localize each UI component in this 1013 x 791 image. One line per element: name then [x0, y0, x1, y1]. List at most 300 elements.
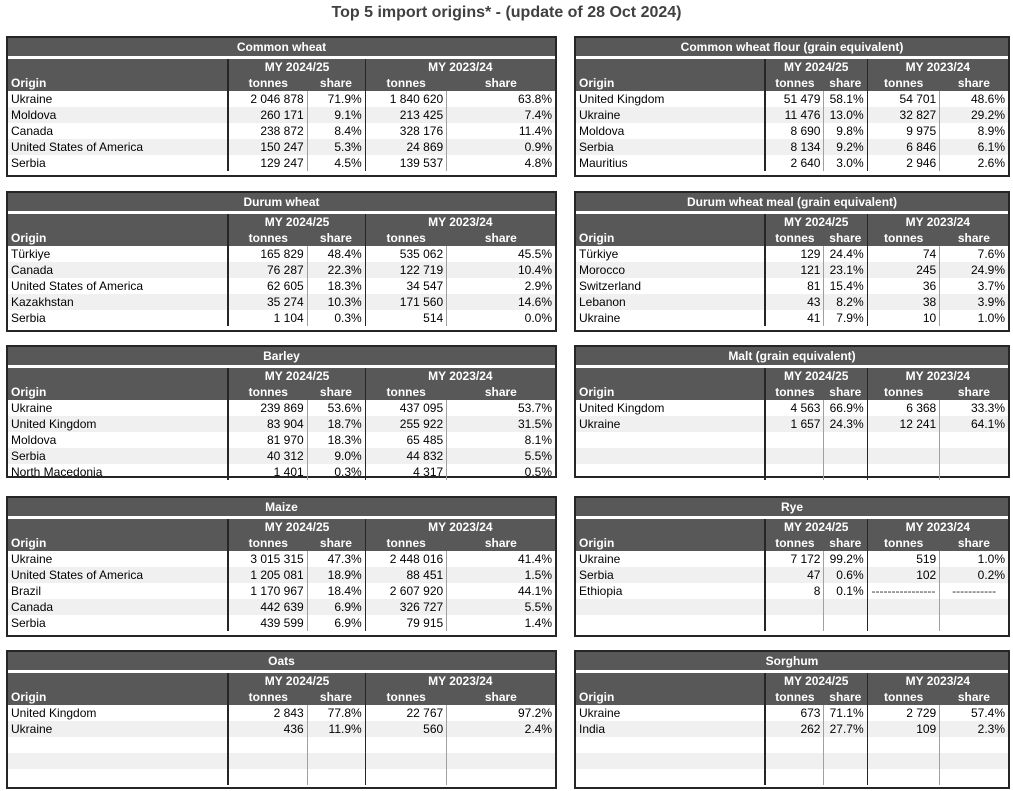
origin-cell [8, 753, 228, 769]
table-row [8, 91, 555, 107]
my-previous-header: MY 2023/24 [867, 368, 1008, 384]
table-row [576, 155, 1008, 171]
origin-cell: Ukraine [8, 400, 228, 416]
share-current-cell: 9.1% [307, 107, 365, 123]
origin-cell: Mauritius [576, 155, 765, 171]
share-previous-cell: 10.4% [447, 262, 555, 278]
share-current-cell [824, 448, 867, 464]
origin-cell: Switzerland [576, 278, 765, 294]
table-title: Common wheat [8, 38, 555, 56]
share-header: share [307, 75, 365, 91]
marketing-year-row [8, 673, 555, 689]
import-table-panel [6, 496, 557, 637]
my-current-header: MY 2024/25 [228, 214, 365, 230]
table-title-row [576, 652, 1008, 670]
my-previous-header: MY 2023/24 [867, 59, 1008, 75]
share-header: share [824, 535, 867, 551]
share-previous-cell: 41.4% [517, 552, 552, 566]
share-current-cell: 0.1% [824, 583, 867, 599]
share-current-cell: 9.8% [824, 123, 867, 139]
origin-header: Origin [8, 230, 228, 246]
tonnes-current-cell: 1 205 081 [228, 567, 307, 583]
column-header-row [8, 535, 555, 551]
table-row [576, 310, 1008, 326]
marketing-year-row [576, 214, 1008, 230]
share-header: share [447, 535, 555, 551]
origin-header: Origin [8, 535, 228, 551]
table-row [576, 139, 1008, 155]
tonnes-previous-cell: 79 915 [365, 615, 447, 631]
import-table [8, 652, 555, 785]
tonnes-current-cell: 8 134 [765, 139, 824, 155]
share-current-cell: 6.9% [307, 615, 365, 631]
table-row [8, 294, 555, 310]
share-previous-cell: 5.5% [447, 599, 555, 615]
tonnes-current-cell: 1 104 [228, 310, 307, 326]
tonnes-current-cell: 40 312 [228, 448, 307, 464]
share-current-cell: 6.9% [307, 599, 365, 615]
share-previous-cell [940, 448, 1008, 464]
my-previous-header: MY 2023/24 [867, 519, 1008, 535]
share-current-cell [307, 769, 365, 785]
share-current-cell: 71.9% [307, 91, 365, 107]
origin-cell: United States of America [8, 278, 228, 294]
my-current-header: MY 2024/25 [228, 368, 365, 384]
tonnes-previous-cell: 213 425 [365, 107, 447, 123]
share-current-cell: 48.4% [307, 246, 365, 262]
origin-cell: Ukraine [8, 721, 228, 737]
marketing-year-row [8, 519, 555, 535]
origin-cell: United States of America [8, 139, 228, 155]
tonnes-current-cell: 83 904 [228, 416, 307, 432]
tonnes-previous-cell: 10 [867, 310, 940, 326]
share-current-cell: 99.2% [824, 551, 867, 567]
share-current-cell [824, 464, 867, 480]
share-previous-cell [940, 615, 1008, 631]
share-current-cell: 4.5% [307, 155, 365, 171]
tonnes-current-cell: 8 690 [765, 123, 824, 139]
table-row [8, 139, 555, 155]
tonnes-current-cell: 2 640 [765, 155, 824, 171]
tonnes-current-cell: 51 479 [765, 91, 824, 107]
origin-cell: Serbia [576, 567, 765, 583]
my-previous-header: MY 2023/24 [365, 368, 555, 384]
share-previous-cell: 3.9% [940, 294, 1008, 310]
tonnes-previous-cell: 535 062 [365, 246, 447, 262]
share-current-cell: 0.3% [307, 464, 365, 480]
table-row [576, 583, 1008, 599]
page-title: Top 5 import origins* - (update of 28 Oct 2024) [331, 4, 682, 21]
share-header: share [307, 384, 365, 400]
import-table-panel [574, 345, 1010, 478]
tonnes-previous-cell: 2 448 016 [365, 551, 447, 567]
share-previous-cell: 57.4% [970, 706, 1005, 720]
share-previous-cell: 29.2% [940, 107, 1008, 123]
import-table-panel [574, 496, 1010, 637]
my-current-header: MY 2024/25 [228, 673, 365, 689]
share-current-cell: 47.3% [307, 551, 365, 567]
share-previous-cell: 1.0% [977, 311, 1005, 325]
tonnes-current-cell: 439 599 [228, 615, 307, 631]
share-previous-cell: 64.1% [940, 416, 1008, 432]
origin-header: Origin [8, 384, 228, 400]
share-current-cell [824, 769, 867, 785]
share-current-cell: 15.4% [824, 278, 867, 294]
share-current-cell: 9.0% [307, 448, 365, 464]
tonnes-previous-cell: ---------------- [867, 583, 940, 599]
marketing-year-row [576, 368, 1008, 384]
import-table [8, 193, 555, 326]
import-table [576, 193, 1008, 326]
tonnes-current-cell: 3 015 315 [228, 551, 307, 567]
share-previous-cell: 44.1% [517, 584, 552, 598]
share-current-cell: 18.3% [307, 278, 365, 294]
share-previous-cell: 45.5% [517, 247, 552, 261]
tonnes-previous-cell: 560 [365, 721, 447, 737]
marketing-year-row [576, 519, 1008, 535]
column-header-row [576, 689, 1008, 705]
table-row [8, 705, 555, 721]
tonnes-current-cell [765, 769, 824, 785]
origin-cell: India [576, 721, 765, 737]
origin-cell: Moldova [8, 432, 228, 448]
share-previous-cell: 53.7% [517, 401, 552, 415]
table-row [8, 432, 555, 448]
tonnes-current-cell: 238 872 [228, 123, 307, 139]
origin-cell: Ukraine [576, 551, 765, 567]
my-current-header: MY 2024/25 [228, 59, 365, 75]
share-previous-cell: 5.5% [447, 448, 555, 464]
tonnes-previous-cell: 171 560 [365, 294, 447, 310]
table-row [8, 123, 555, 139]
share-current-cell [307, 753, 365, 769]
share-header: share [447, 230, 555, 246]
origin-cell [576, 448, 765, 464]
origin-cell: Canada [8, 262, 228, 278]
tonnes-current-cell: 129 [765, 246, 824, 262]
my-current-header: MY 2024/25 [765, 673, 867, 689]
tonnes-header: tonnes [228, 230, 307, 246]
share-header: share [447, 75, 555, 91]
table-title-row [8, 652, 555, 670]
origin-cell: Ukraine [576, 416, 765, 432]
tonnes-header: tonnes [765, 689, 824, 705]
tonnes-current-cell: 121 [765, 262, 824, 278]
column-header-row [8, 384, 555, 400]
column-header-row [8, 230, 555, 246]
tonnes-current-cell: 81 970 [228, 432, 307, 448]
tonnes-previous-cell: 437 095 [365, 400, 447, 416]
marketing-year-row [8, 368, 555, 384]
share-header: share [307, 535, 365, 551]
tonnes-previous-cell: 88 451 [365, 567, 447, 583]
tonnes-previous-cell: 122 719 [365, 262, 447, 278]
share-header: share [447, 689, 555, 705]
marketing-year-row [8, 214, 555, 230]
origin-cell [8, 769, 228, 785]
import-table [8, 38, 555, 171]
share-previous-cell [940, 432, 1008, 448]
tonnes-header: tonnes [365, 689, 447, 705]
blank-header-cell [576, 673, 765, 689]
share-current-cell: 18.9% [307, 567, 365, 583]
tonnes-previous-cell: 54 701 [867, 91, 940, 107]
tonnes-previous-cell: 6 846 [867, 139, 940, 155]
share-header: share [824, 384, 867, 400]
share-previous-cell: 0.2% [940, 567, 1008, 583]
tonnes-current-cell: 239 869 [228, 400, 307, 416]
tonnes-current-cell [765, 464, 824, 480]
my-previous-header: MY 2023/24 [365, 59, 555, 75]
table-title-row [576, 347, 1008, 365]
table-row [8, 753, 555, 769]
share-previous-cell [940, 464, 1008, 480]
tonnes-header: tonnes [228, 384, 307, 400]
share-current-cell: 23.1% [824, 262, 867, 278]
share-previous-cell: 3.7% [977, 279, 1005, 293]
origin-cell: Serbia [8, 310, 228, 326]
table-row [8, 567, 555, 583]
share-previous-cell: 97.2% [517, 706, 552, 720]
share-current-cell: 5.3% [307, 139, 365, 155]
blank-header-cell [576, 59, 765, 75]
table-title-row [576, 193, 1008, 211]
tonnes-previous-cell: 24 869 [365, 139, 447, 155]
tonnes-previous-cell: 44 832 [365, 448, 447, 464]
table-row [576, 294, 1008, 310]
tonnes-current-cell: 4 563 [765, 400, 824, 416]
tonnes-current-cell: 1 401 [228, 464, 307, 480]
table-row [8, 400, 555, 416]
tonnes-previous-cell: 139 537 [365, 155, 447, 171]
origin-cell: Ukraine [576, 705, 765, 721]
tonnes-current-cell: 7 172 [765, 551, 824, 567]
share-current-cell: 0.3% [307, 310, 365, 326]
tonnes-current-cell: 673 [765, 705, 824, 721]
share-previous-cell: 31.5% [447, 416, 555, 432]
share-current-cell: 8.4% [307, 123, 365, 139]
share-previous-cell: 63.8% [517, 92, 552, 106]
share-previous-cell [940, 753, 1008, 769]
share-current-cell: 66.9% [824, 400, 867, 416]
tonnes-current-cell: 436 [228, 721, 307, 737]
share-previous-cell: 1.5% [447, 567, 555, 583]
tonnes-previous-cell: 6 368 [867, 400, 940, 416]
tonnes-header: tonnes [365, 535, 447, 551]
tonnes-previous-cell: 2 729 [867, 705, 940, 721]
share-current-cell: 22.3% [307, 262, 365, 278]
tonnes-current-cell: 11 476 [765, 107, 824, 123]
tonnes-previous-cell: 245 [867, 262, 940, 278]
origin-header: Origin [8, 75, 228, 91]
import-table-panel [574, 36, 1010, 177]
share-previous-cell: 1.0% [977, 552, 1005, 566]
table-row [8, 448, 555, 464]
share-current-cell: 3.0% [824, 155, 867, 171]
table-row [576, 246, 1008, 262]
tonnes-current-cell: 129 247 [228, 155, 307, 171]
table-row [8, 310, 555, 326]
table-title: Durum wheat [8, 193, 555, 211]
tonnes-previous-cell: 65 485 [365, 432, 447, 448]
tonnes-current-cell: 62 605 [228, 278, 307, 294]
share-current-cell: 77.8% [307, 705, 365, 721]
tonnes-previous-cell: 34 547 [365, 278, 447, 294]
tonnes-header: tonnes [365, 230, 447, 246]
tonnes-current-cell: 8 [765, 583, 824, 599]
share-current-cell: 24.4% [824, 246, 867, 262]
origin-cell [576, 615, 765, 631]
share-current-cell: 71.1% [824, 705, 867, 721]
table-row [576, 448, 1008, 464]
my-current-header: MY 2024/25 [765, 368, 867, 384]
tonnes-previous-cell: 22 767 [365, 705, 447, 721]
share-previous-cell: 0.0% [524, 311, 552, 325]
tonnes-previous-cell: 328 176 [365, 123, 447, 139]
tonnes-current-cell: 43 [765, 294, 824, 310]
tonnes-previous-cell [365, 753, 447, 769]
tonnes-header: tonnes [867, 384, 940, 400]
my-previous-header: MY 2023/24 [867, 673, 1008, 689]
table-row [576, 91, 1008, 107]
origin-cell: Brazil [8, 583, 228, 599]
share-current-cell [824, 615, 867, 631]
table-row [8, 464, 555, 480]
table-row [576, 416, 1008, 432]
origin-header: Origin [576, 230, 765, 246]
share-header: share [447, 384, 555, 400]
tonnes-header: tonnes [365, 75, 447, 91]
tonnes-header: tonnes [365, 384, 447, 400]
origin-cell: Serbia [8, 155, 228, 171]
tonnes-header: tonnes [228, 535, 307, 551]
table-title: Common wheat flour (grain equivalent) [576, 38, 1008, 56]
my-previous-header: MY 2023/24 [365, 214, 555, 230]
tonnes-previous-cell: 519 [867, 551, 940, 567]
table-title: Oats [8, 652, 555, 670]
tonnes-header: tonnes [765, 535, 824, 551]
tonnes-header: tonnes [765, 75, 824, 91]
table-row [8, 155, 555, 171]
tonnes-current-cell [765, 448, 824, 464]
table-row [576, 705, 1008, 721]
tonnes-previous-cell [867, 737, 940, 753]
share-previous-cell: 8.9% [977, 124, 1005, 138]
tonnes-previous-cell: 255 922 [365, 416, 447, 432]
share-current-cell: 18.7% [307, 416, 365, 432]
table-title: Barley [8, 347, 555, 365]
share-previous-cell: 4.8% [524, 156, 552, 170]
origin-cell: United Kingdom [8, 705, 228, 721]
table-row [576, 753, 1008, 769]
table-title: Sorghum [576, 652, 1008, 670]
origin-cell: Serbia [576, 139, 765, 155]
share-header: share [307, 230, 365, 246]
origin-cell [576, 737, 765, 753]
table-title-row [8, 193, 555, 211]
import-table [8, 498, 555, 631]
share-previous-cell [447, 753, 555, 769]
tonnes-previous-cell: 9 975 [867, 123, 940, 139]
table-row [8, 769, 555, 785]
tonnes-current-cell [765, 753, 824, 769]
tonnes-header: tonnes [228, 689, 307, 705]
table-row [576, 400, 1008, 416]
blank-header-cell [8, 59, 228, 75]
origin-cell: Serbia [8, 448, 228, 464]
share-previous-cell: 0.9% [447, 139, 555, 155]
tonnes-current-cell: 76 287 [228, 262, 307, 278]
my-current-header: MY 2024/25 [765, 59, 867, 75]
share-previous-cell: 2.6% [977, 156, 1005, 170]
share-current-cell: 10.3% [307, 294, 365, 310]
tonnes-previous-cell: 2 607 920 [365, 583, 447, 599]
tonnes-previous-cell: 32 827 [867, 107, 940, 123]
tonnes-header: tonnes [228, 75, 307, 91]
origin-cell [576, 769, 765, 785]
origin-header: Origin [576, 384, 765, 400]
tonnes-current-cell: 2 046 878 [228, 91, 307, 107]
table-title-row [576, 38, 1008, 56]
table-row [8, 262, 555, 278]
blank-header-cell [8, 673, 228, 689]
share-previous-cell: 24.9% [940, 262, 1008, 278]
origin-cell [576, 753, 765, 769]
tonnes-header: tonnes [765, 230, 824, 246]
tonnes-current-cell: 47 [765, 567, 824, 583]
origin-cell: Türkiye [8, 246, 228, 262]
table-title: Maize [8, 498, 555, 516]
share-previous-cell [940, 599, 1008, 615]
marketing-year-row [576, 59, 1008, 75]
origin-cell: Morocco [576, 262, 765, 278]
table-row [8, 583, 555, 599]
table-title: Durum wheat meal (grain equivalent) [576, 193, 1008, 211]
share-header: share [940, 535, 1008, 551]
tonnes-previous-cell: 36 [867, 278, 940, 294]
share-header: share [824, 230, 867, 246]
origin-cell [576, 464, 765, 480]
share-previous-cell: 2.3% [940, 721, 1008, 737]
table-row [576, 107, 1008, 123]
origin-cell: Ethiopia [576, 583, 765, 599]
share-previous-cell: ----------- [952, 584, 997, 598]
tonnes-current-cell: 262 [765, 721, 824, 737]
share-header: share [940, 689, 1008, 705]
table-row [8, 416, 555, 432]
origin-cell: Lebanon [576, 294, 765, 310]
tonnes-current-cell: 442 639 [228, 599, 307, 615]
share-header: share [824, 75, 867, 91]
origin-cell: Kazakhstan [8, 294, 228, 310]
share-previous-cell [447, 769, 555, 785]
origin-cell: United Kingdom [576, 91, 765, 107]
tonnes-current-cell: 81 [765, 278, 824, 294]
share-previous-cell: 11.4% [518, 124, 552, 138]
origin-cell: Canada [8, 123, 228, 139]
table-title-row [8, 347, 555, 365]
tonnes-current-cell: 260 171 [228, 107, 307, 123]
blank-header-cell [8, 214, 228, 230]
table-row [576, 737, 1008, 753]
column-header-row [8, 75, 555, 91]
table-row [576, 262, 1008, 278]
tonnes-current-cell [228, 737, 307, 753]
share-current-cell [824, 737, 867, 753]
import-table-panel [6, 191, 557, 332]
tonnes-current-cell: 165 829 [228, 246, 307, 262]
table-title: Rye [576, 498, 1008, 516]
